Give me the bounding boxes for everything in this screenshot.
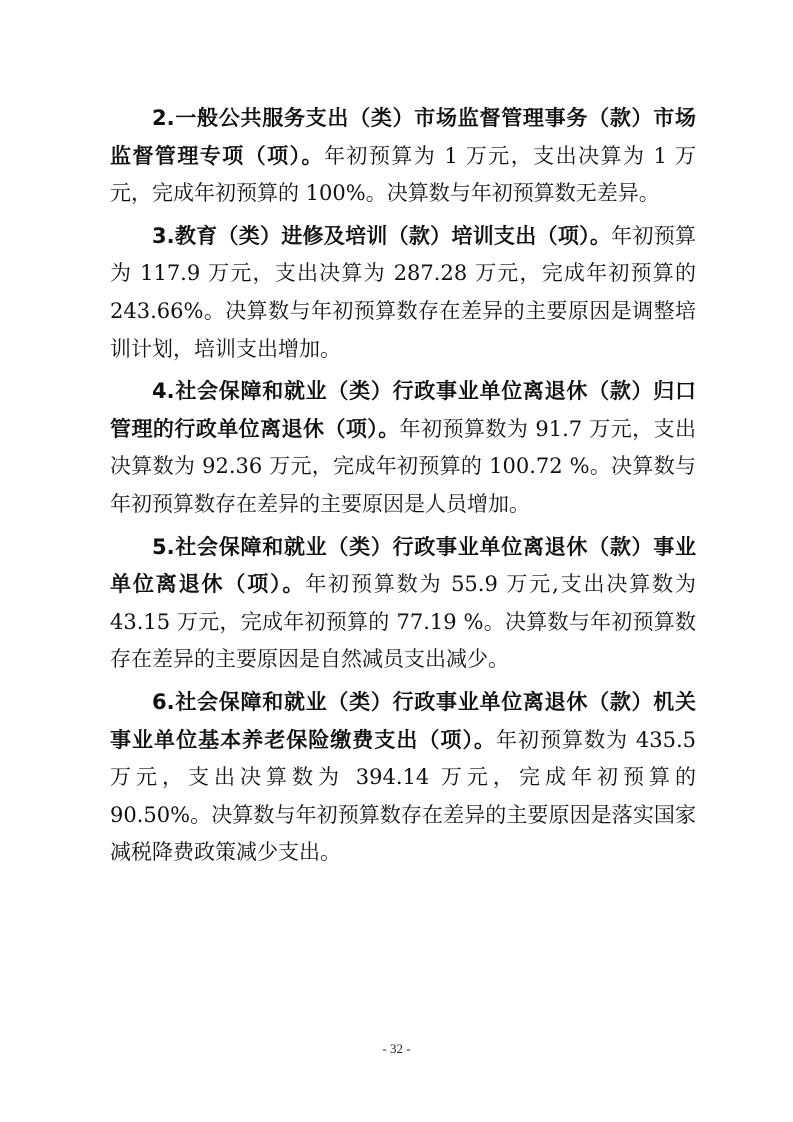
paragraph-heading: 2.一般公共服务支出（类）市场监督管理事务（款）市场监督管理专项（项）。 (110, 106, 696, 168)
paragraph-heading: 3.教育（类）进修及培训（款）培训支出（项）。 (152, 223, 612, 248)
paragraph-heading: 4.社会保障和就业（类）行政事业单位离退休（款）归口管理的行政单位离退休（项）。 (110, 379, 696, 441)
paragraph-text: 年初预算为 117.9 万元，支出决算为 287.28 万元，完成年初预算的 243.66%。决算数与年初预算数存在差异的主要原因是调整培训计划，培训支出增加。 (110, 223, 697, 361)
paragraph-heading: 6.社会保障和就业（类）行政事业单位离退休（款）机关事业单位基本养老保险缴费支出（项）。 (110, 689, 696, 752)
paragraph-text: 年初预算为 1 万元，支出决算为 1 万元，完成年初预算的 100%。决算数与年初预算数无差异。 (110, 143, 697, 206)
page-number: - 32 - (382, 1041, 411, 1056)
paragraph-item-2 (110, 100, 696, 213)
document-body (110, 100, 696, 877)
paragraph-text: 年初预算数为 435.5 万元，支出决算数为 394.14 万元，完成年初预算的 90.50%。决算数与年初预算数存在差异的主要原因是落实国家减税降费政策减少支出。 (110, 727, 697, 865)
paragraph-item-4 (110, 373, 696, 523)
paragraph-item-3 (110, 218, 696, 368)
paragraph-item-5 (110, 529, 696, 679)
paragraph-text: 年初预算数为 55.9 万元,支出决算数为 43.15 万元，完成年初预算的 77.19 %。决算数与年初预算数存在差异的主要原因是自然减员支出减少。 (110, 572, 696, 672)
paragraph-item-6 (110, 684, 696, 872)
paragraph-heading: 5.社会保障和就业（类）行政事业单位离退休（款）事业单位离退休（项）。 (110, 534, 696, 597)
paragraph-text: 年初预算数为 91.7 万元，支出决算数为 92.36 万元，完成年初预算的 100.72 %。决算数与年初预算数存在差异的主要原因是人员增加。 (110, 416, 697, 516)
